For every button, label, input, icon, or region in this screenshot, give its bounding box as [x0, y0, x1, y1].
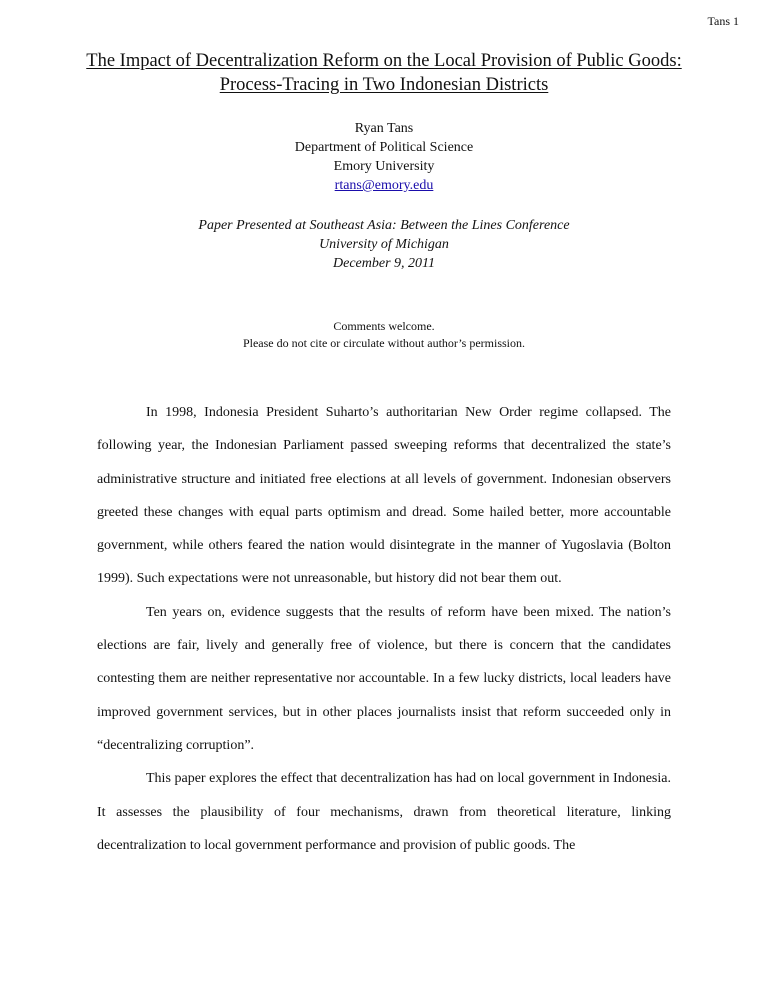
author-email-link[interactable]: rtans@emory.edu — [334, 178, 434, 193]
comments-note: Comments welcome. — [333, 319, 435, 333]
author-block — [0, 119, 768, 195]
paragraph-3: This paper explores the effect that decentralization has had on local government in Indonesia. It assesses the plausibility of four mechanisms, drawn from theoretical literature, linking decentralization to local government performance and provision of public goods. The — [97, 771, 671, 853]
citation-note: Please do not cite or circulate without author’s permission. — [242, 336, 526, 350]
author-department: Department of Political Science — [294, 140, 474, 155]
paragraph-1: In 1998, Indonesia President Suharto’s authoritarian New Order regime collapsed. The following year, the Indonesian Parliament passed sweeping reforms that decentralized the state’s administrative structure and initiated free elections at all levels of government. Indonesian observers greeted these changes with equal parts optimism and dread. Some hailed better, more accountable government, while others feared the nation would disintegrate in the manner of Yugoslavia (Bolton 1999). Such expectations were not unreasonable, but history did not bear them out. — [97, 405, 671, 587]
paper-title — [0, 49, 768, 97]
conference-name: Paper Presented at Southeast Asia: Between the Lines Conference — [198, 218, 570, 233]
conference-date: December 9, 2011 — [333, 256, 435, 271]
body-text — [97, 396, 671, 862]
running-head: Tans 1 — [707, 14, 739, 28]
conference-venue: University of Michigan — [319, 237, 449, 252]
paragraph-2: Ten years on, evidence suggests that the results of reform have been mixed. The nation’s elections are fair, lively and generally free of violence, but there is concern that the candidates contesting them are neither representative nor accountable. In a few lucky districts, local leaders have improved government services, but in other places journalists insist that reform succeeded only in “decentralizing corruption”. — [97, 604, 671, 753]
title-line-2: Process-Tracing in Two Indonesian Districts — [219, 75, 549, 95]
author-university: Emory University — [333, 159, 435, 174]
title-line-1: The Impact of Decentralization Reform on the Local Provision of Public Goods: — [86, 51, 682, 71]
conference-block — [0, 216, 768, 273]
author-notes — [0, 318, 768, 352]
author-name: Ryan Tans — [354, 121, 414, 136]
